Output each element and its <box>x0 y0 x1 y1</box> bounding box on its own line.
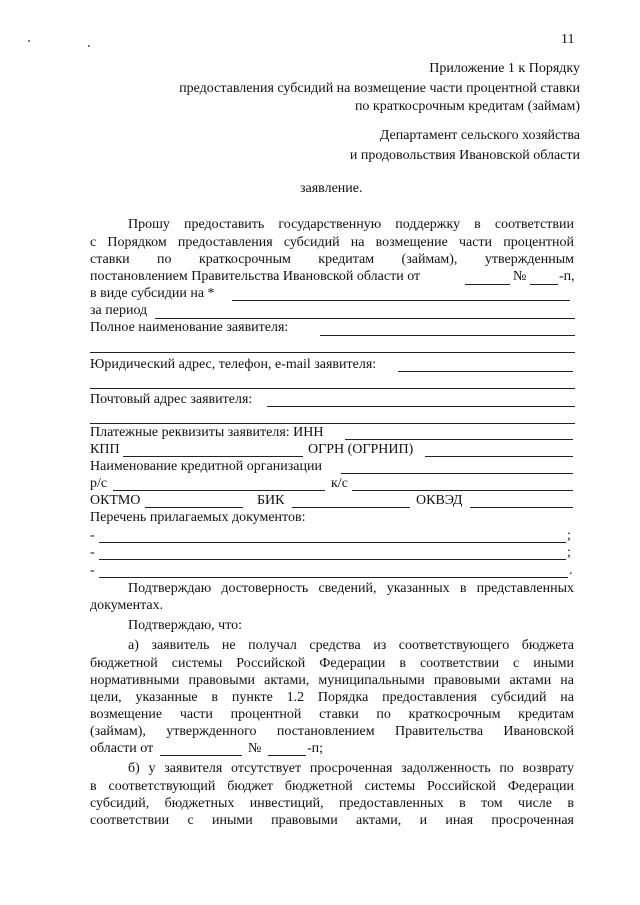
clause-a-line-7: области от <box>90 741 154 756</box>
clause-a-number-sign: № <box>248 741 262 756</box>
list-dash: - <box>90 528 95 543</box>
okved-field <box>470 507 573 508</box>
clause-b-line-4: соответствии с иными правовыми актами, и иная просроченная <box>90 813 574 828</box>
okved-label: ОКВЭД <box>416 493 463 508</box>
clause-a-suffix: -п; <box>307 741 324 756</box>
legal-address-field-2 <box>90 388 575 389</box>
request-line-2: с Порядком предоставления субсидий на возмещение части процентной <box>90 235 574 250</box>
clause-a-line-6: (займам), утвержденного постановлением Правительства Ивановской <box>90 724 574 739</box>
department-line-1: Департамент сельского хозяйства <box>379 128 580 143</box>
request-line-4: постановлением Правительства Ивановской области от <box>90 269 421 284</box>
request-line-1: Прошу предоставить государственную поддержку в соответствии <box>128 217 574 232</box>
bik-label: БИК <box>257 493 285 508</box>
clause-a-date-blank <box>160 755 242 756</box>
ogrn-field <box>425 456 573 457</box>
decree-suffix: -п, <box>559 269 575 284</box>
list-dash: - <box>90 563 95 578</box>
page-number: 11 <box>561 32 575 47</box>
scan-speck <box>88 45 90 47</box>
appendix-line-2: предоставления субсидий на возмещение части процентной ставки <box>179 81 580 96</box>
clause-b-line-2: в соответствующий бюджет бюджетной системы Российской Федерации <box>90 779 574 794</box>
subsidy-purpose-field <box>232 300 570 301</box>
ks-label: к/с <box>331 476 348 491</box>
clause-a-line-5: возмещение части процентной ставки по краткосрочным кредитам <box>90 707 574 722</box>
clause-a-line-4: цели, указанные в пункте 1.2 Порядка предоставления субсидий на <box>90 690 574 705</box>
rs-field <box>113 490 325 491</box>
bik-field <box>292 507 410 508</box>
department-line-2: и продовольствия Ивановской области <box>349 148 580 163</box>
period-field <box>155 318 575 319</box>
clause-a-line-3: нормативными правовыми актами, муниципальными правовыми актами на <box>90 673 574 688</box>
period-label: за период <box>90 303 148 318</box>
credit-org-label: Наименование кредитной организации <box>90 459 322 474</box>
postal-address-field <box>267 406 575 407</box>
ks-field <box>352 490 573 491</box>
full-name-label: Полное наименование заявителя: <box>90 320 289 335</box>
subsidy-purpose-label: в виде субсидии на * <box>90 286 215 301</box>
credit-org-field <box>341 473 573 474</box>
oktmo-label: ОКТМО <box>90 493 141 508</box>
appendix-line-1: Приложение 1 к Порядку <box>429 61 580 76</box>
oktmo-field <box>145 507 243 508</box>
scan-speck <box>28 40 30 42</box>
clause-a-line-2: бюджетной системы Российской Федерации в соответствии с иными <box>90 656 574 671</box>
document-item-field <box>99 577 568 578</box>
confirm-line-2: документах. <box>90 598 164 613</box>
clause-a-line-1: а) заявитель не получал средства из соответствующего бюджета <box>128 638 574 653</box>
list-period: . <box>569 563 573 578</box>
decree-number-blank <box>530 284 558 285</box>
document-title: заявление. <box>300 181 363 196</box>
postal-address-label: Почтовый адрес заявителя: <box>90 392 253 407</box>
appendix-line-3: по краткосрочным кредитам (займам) <box>354 99 580 114</box>
clause-a-number-blank <box>268 755 306 756</box>
ogrn-label: ОГРН (ОГРНИП) <box>308 442 414 457</box>
list-semicolon: ; <box>567 528 571 543</box>
kpp-label: КПП <box>90 442 120 457</box>
request-line-3: ставки по краткосрочным кредитам (займам), утвержденным <box>90 252 574 267</box>
confirm-intro: Подтверждаю, что: <box>128 618 243 633</box>
kpp-field <box>123 456 303 457</box>
document-item-field <box>99 542 566 543</box>
rs-label: р/с <box>90 476 108 491</box>
clause-b-line-1: б) у заявителя отсутствует просроченная задолженность по возврату <box>128 761 574 776</box>
confirm-line-1: Подтверждаю достоверность сведений, указанных в представленных <box>128 581 574 596</box>
list-semicolon: ; <box>567 545 571 560</box>
list-dash: - <box>90 545 95 560</box>
legal-address-field <box>398 371 573 372</box>
inn-field <box>345 439 573 440</box>
documents-list-label: Перечень прилагаемых документов: <box>90 510 306 525</box>
full-name-field <box>320 335 575 336</box>
payment-inn-label: Платежные реквизиты заявителя: ИНН <box>90 425 324 440</box>
postal-address-field-2 <box>90 423 575 424</box>
legal-address-label: Юридический адрес, телефон, e-mail заявителя: <box>90 357 377 372</box>
document-item-field <box>99 559 566 560</box>
clause-b-line-3: субсидий, бюджетных инвестиций, предоставленных в том числе в <box>90 796 574 811</box>
full-name-field-2 <box>90 352 575 353</box>
decree-date-blank <box>465 284 510 285</box>
number-sign: № <box>513 269 527 284</box>
